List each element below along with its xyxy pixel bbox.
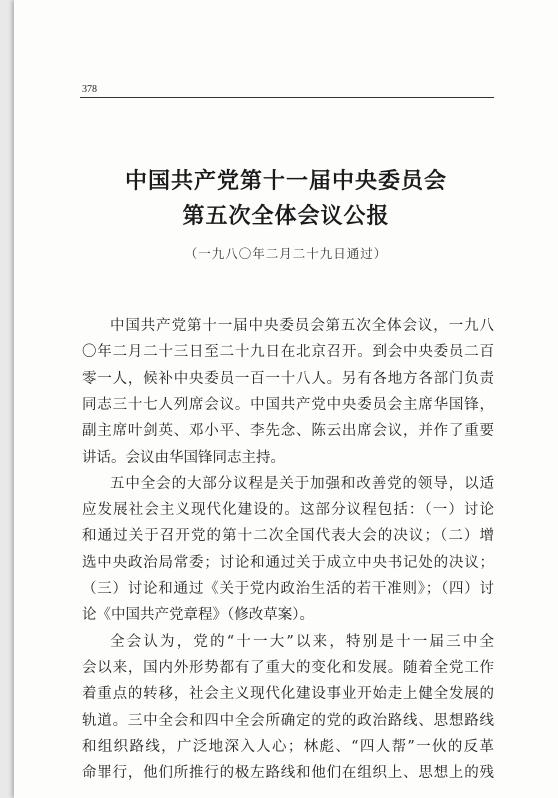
body-line: 会以来，国内外形势都有了重大的变化和发展。随着全党工作 bbox=[82, 659, 494, 676]
body-line: 中国共产党第十一届中央委员会第五次全体会议，一九八 bbox=[110, 318, 494, 334]
body-line: 轨道。三中全会和四中全会所确定的党的政治路线、思想路线 bbox=[82, 712, 494, 729]
body-line: 和组织路线，广泛地深入人心；林彪、“四人帮”一伙的反革 bbox=[82, 738, 494, 755]
page-number: 378 bbox=[82, 84, 97, 95]
header-rule bbox=[80, 97, 494, 98]
title-line-2: 第五次全体会议公报 bbox=[182, 204, 390, 229]
body-line: 〇年二月二十三日至二十九日在北京召开。到会中央委员二百 bbox=[82, 344, 494, 361]
body-line: 和通过关于召开党的第十二次全国代表大会的决议；（二）增 bbox=[82, 528, 494, 545]
body-line: 着重点的转移，社会主义现代化建设事业开始走上健全发展的 bbox=[82, 686, 494, 703]
body-line: 副主席叶剑英、邓小平、李先念、陈云出席会议，并作了重要 bbox=[82, 423, 494, 440]
body-line: 应发展社会主义现代化建设的。这部分议程包括：（一）讨论 bbox=[82, 502, 494, 519]
body-line: 五中全会的大部分议程是关于加强和改善党的领导，以适 bbox=[110, 475, 494, 492]
body-line: 论《中国共产党章程》（修改草案）。 bbox=[82, 607, 314, 624]
body-line: 全会认为，党的“十一大”以来，特别是十一届三中全 bbox=[110, 633, 494, 650]
body-line: 同志三十七人列席会议。中国共产党中央委员会主席华国锋， bbox=[82, 396, 494, 413]
body-line: 命罪行，他们所推行的极左路线和他们在组织上、思想上的残 bbox=[82, 765, 494, 782]
body-line: 讲话。会议由华国锋同志主持。 bbox=[82, 449, 285, 466]
body-line: （三）讨论和通过《关于党内政治生活的若干准则》；（四）讨 bbox=[82, 581, 494, 597]
body-line: 选中央政治局常委；讨论和通过关于成立中央书记处的决议； bbox=[82, 554, 494, 571]
title-line-1: 中国共产党第十一届中央委员会 bbox=[124, 169, 447, 194]
subtitle-date: （一九八〇年二月二十九日通过） bbox=[184, 246, 388, 261]
body-line: 零一人，候补中央委员一百一十八人。另有各地方各部门负责 bbox=[82, 370, 494, 387]
document-page bbox=[14, 0, 558, 798]
